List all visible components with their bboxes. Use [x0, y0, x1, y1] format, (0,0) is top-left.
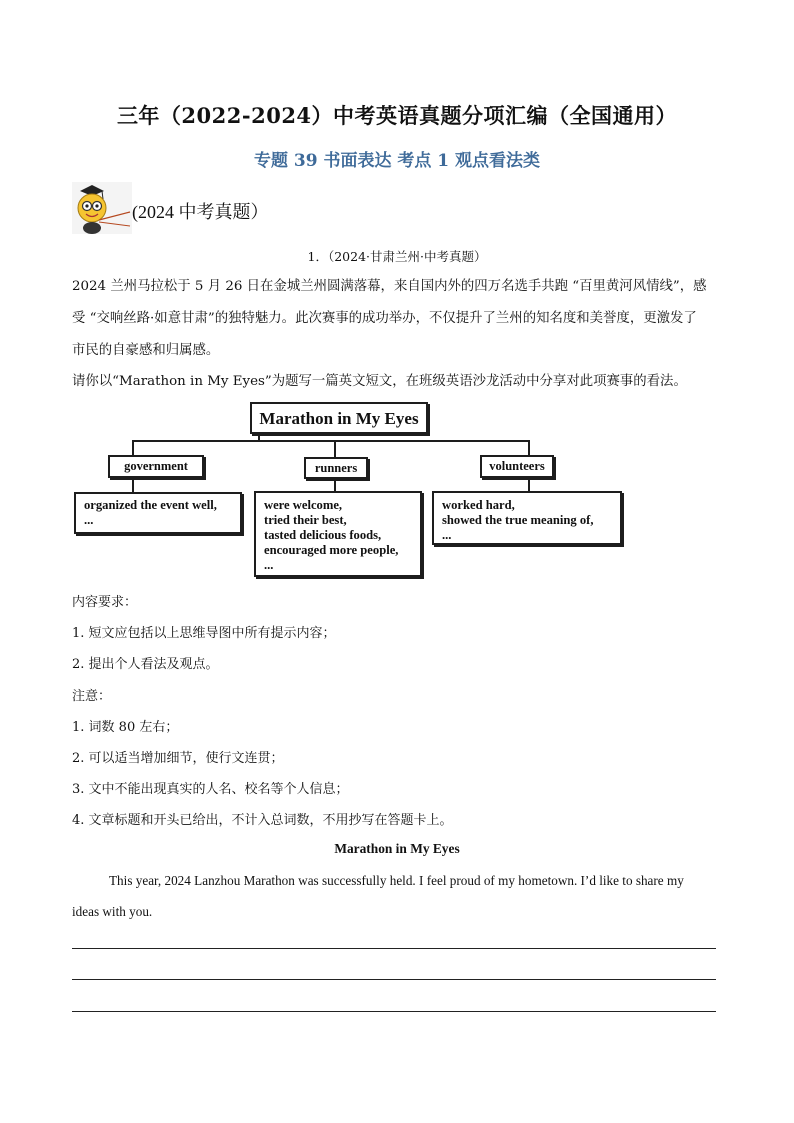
detail-item: were welcome,: [264, 498, 343, 512]
essay-opening-line: This year, 2024 Lanzhou Marathon was successfully held. I feel proud of my hometown. I’d like to share my: [109, 873, 684, 888]
note-item: 1. 词数 80 左右；: [72, 720, 179, 735]
detail-item: tried their best,: [264, 513, 347, 527]
prompt-line: 受 “交响丝路·如意甘肃”的独特魅力。此次赛事的成功举办，不仅提升了兰州的知名度和美誉度，更激发了: [72, 311, 697, 326]
document-title: 三年（2022-2024）中考英语真题分项汇编（全国通用）: [116, 103, 678, 128]
prompt-instruction: 请你以“Marathon in My Eyes”为题写一篇英文短文，在班级英语沙龙活动中分享对此项赛事的看法。: [72, 374, 687, 389]
detail-item: encouraged more people,: [264, 543, 399, 557]
branch-volunteers: [480, 455, 554, 478]
question-number: 1．（2024·甘肃兰州·中考真题）: [307, 249, 487, 264]
mind-map-connector: [132, 440, 134, 456]
mind-map-connector: [528, 440, 530, 456]
mind-map-connector: [132, 440, 529, 442]
details-list: [264, 498, 398, 573]
detail-item: ...: [84, 513, 94, 527]
branch-label: runners: [314, 461, 358, 475]
mind-map-connector: [528, 477, 530, 492]
mind-map: [72, 398, 628, 582]
document-subtitle: 专题 39 书面表达 考点 1 观点看法类: [253, 151, 541, 171]
detail-item: tasted delicious foods,: [264, 528, 382, 542]
prompt-line: 市民的自豪感和归属感。: [72, 343, 220, 358]
note-item: 2. 可以适当增加细节，使行文连贯；: [72, 751, 284, 766]
essay-opening-line: ideas with you.: [72, 904, 153, 919]
branch-government: [108, 455, 204, 478]
detail-item: organized the event well,: [84, 498, 217, 512]
detail-item: showed the true meaning of,: [442, 513, 594, 527]
volunteers-details-box: [432, 491, 622, 545]
notes-heading: 注意：: [72, 689, 112, 704]
note-item: 3. 文中不能出现真实的人名、校名等个人信息；: [72, 782, 349, 797]
mind-map-root: [250, 402, 428, 434]
government-details-box: [74, 492, 242, 534]
graduate-cartoon-mascot-icon: [72, 182, 132, 234]
content-requirement-item: 2. 提出个人看法及观点。: [72, 657, 219, 672]
details-list: [84, 498, 217, 528]
essay-title: Marathon in My Eyes: [334, 841, 460, 856]
answer-line[interactable]: [72, 979, 716, 980]
prompt-line: 2024 兰州马拉松于 5 月 26 日在金城兰州圆满落幕，来自国内外的四万名选手共跑 “百里黄河风情线”，感: [72, 279, 707, 294]
detail-item: worked hard,: [442, 498, 515, 512]
detail-item: ...: [442, 528, 452, 542]
details-list: [442, 498, 593, 543]
branch-runners: [304, 457, 368, 479]
note-item: 4. 文章标题和开头已给出，不计入总词数，不用抄写在答题卡上。: [72, 813, 453, 828]
mind-map-connector: [334, 440, 336, 458]
mind-map-connector: [334, 478, 336, 492]
answer-line[interactable]: [72, 948, 716, 949]
branch-label: government: [124, 459, 188, 473]
mind-map-root-label: Marathon in My Eyes: [259, 409, 419, 428]
branch-label: volunteers: [489, 459, 545, 473]
content-requirements-heading: 内容要求：: [72, 595, 138, 610]
section-label: (2024 中考真题）: [132, 202, 269, 222]
runners-details-box: [254, 491, 422, 577]
content-requirement-item: 1. 短文应包括以上思维导图中所有提示内容；: [72, 626, 336, 641]
detail-item: ...: [264, 558, 274, 572]
answer-line[interactable]: [72, 1011, 716, 1012]
